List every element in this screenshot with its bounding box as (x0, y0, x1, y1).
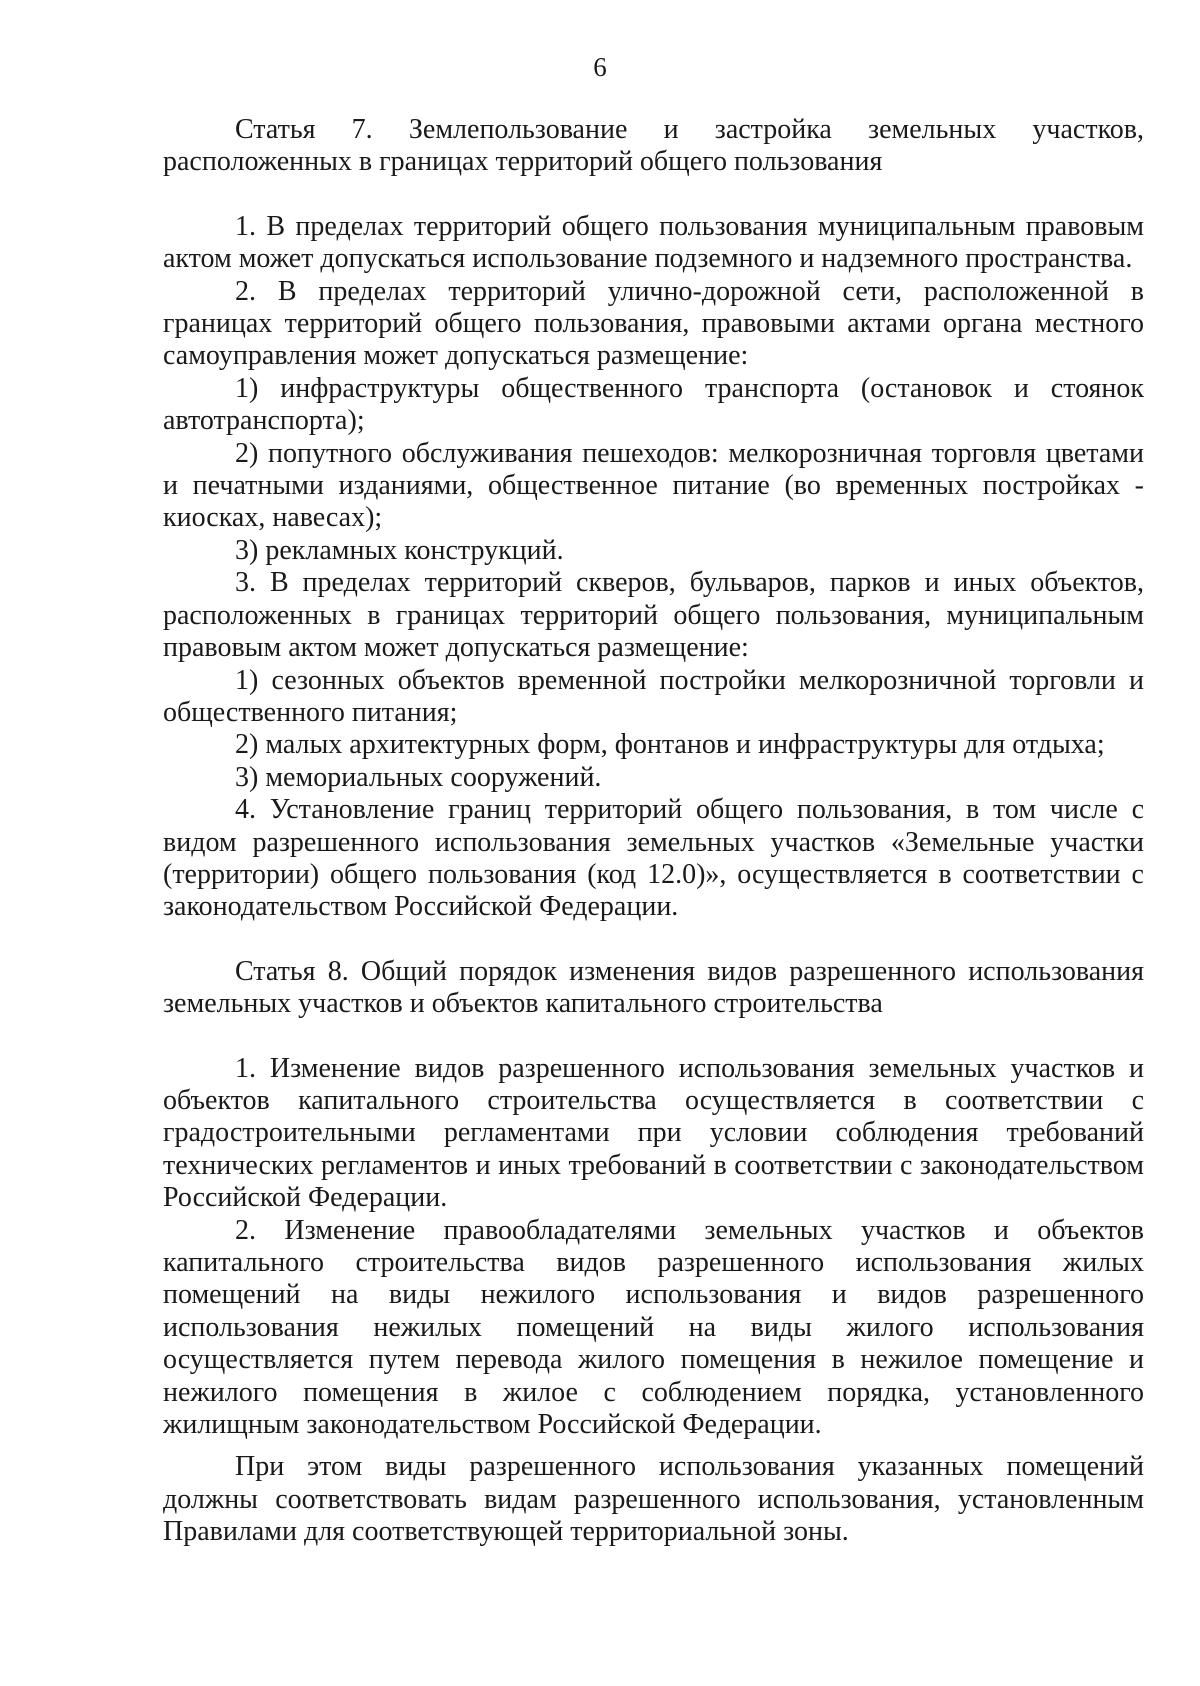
article-7-paragraph: 3. В пределах территорий скверов, бульваров, парков и иных объектов, расположенных в границах территорий общего пользования, муниципальным правовым актом может допускаться размещение: (163, 567, 1144, 664)
article-7-paragraph: 1. В пределах территорий общего пользования муниципальным правовым актом может допускаться использование подземного и надземного пространства. (163, 210, 1144, 275)
article-7-list-item: 2) попутного обслуживания пешеходов: мелкорозничная торговля цветами и печатными изданиями, общественное питание (во временных постройках - киосках, навесах); (163, 437, 1144, 534)
article-8-paragraph: 1. Изменение видов разрешенного использования земельных участков и объектов капитального строительства осуществляется в соответствии с градостроительными регламентами при условии соблюдения требований технических регламентов и иных требований в соответствии с законодательством Российской Федерации. (163, 1052, 1144, 1214)
document-body (163, 114, 1144, 1549)
article-7-paragraph: 2. В пределах территорий улично-дорожной сети, расположенной в границах территорий общего пользования, правовыми актами органа местного самоуправления может допускаться размещение: (163, 275, 1144, 372)
page-number: 6 (593, 52, 607, 82)
article-7-paragraph: 4. Установление границ территорий общего пользования, в том числе с видом разрешенного использования земельных участков «Земельные участки (территории) общего пользования (код 12.0)», осуществляется в соответствии с законодательством Российской Федерации. (163, 794, 1144, 923)
article-7-list-item: 2) малых архитектурных форм, фонтанов и инфраструктуры для отдыха; (235, 729, 1105, 761)
article-7-list-item: 3) мемориальных сооружений. (235, 761, 602, 793)
article-7-heading: Статья 7. Землепользование и застройка земельных участков, расположенных в границах территорий общего пользования (163, 114, 1144, 178)
article-7-list-item: 3) рекламных конструкций. (235, 534, 564, 566)
article-8-heading: Статья 8. Общий порядок изменения видов разрешенного использования земельных участков и объектов капитального строительства (163, 955, 1144, 1020)
article-7-list-item: 1) сезонных объектов временной постройки мелкорозничной торговли и общественного питания; (163, 664, 1144, 728)
article-8-paragraph: 2. Изменение правообладателями земельных участков и объектов капитального строительства видов разрешенного использования жилых помещений на виды нежилого использования и видов разрешенного использования нежилых помещений на виды жилого использования осуществляется путем перевода жилого помещения в нежилое помещение и нежилого помещения в жилое с соблюдением порядка, установленного жилищным законодательством Российской Федерации. (163, 1214, 1144, 1441)
article-8-paragraph: При этом виды разрешенного использования указанных помещений должны соответствовать видам разрешенного использования, установленным Правилами для соответствующей территориальной зоны. (163, 1451, 1144, 1548)
article-7-list-item: 1) инфраструктуры общественного транспорта (остановок и стоянок автотранспорта); (163, 372, 1144, 437)
